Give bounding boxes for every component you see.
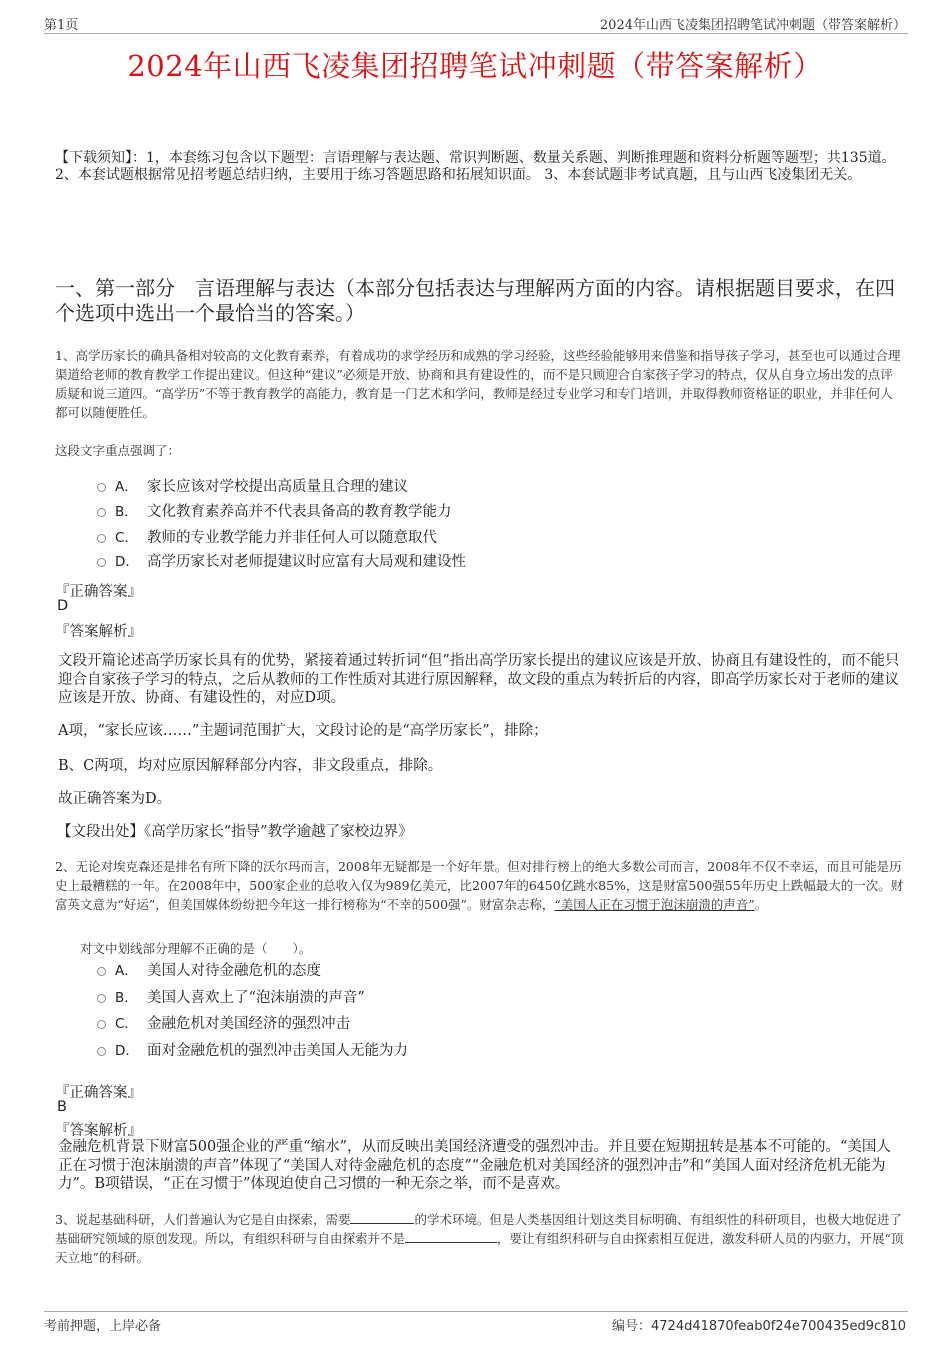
underlined-phrase: “美国人正在习惯于泡沫崩溃的声音” xyxy=(554,897,755,912)
q2-answer-label: 『正确答案』 xyxy=(55,1085,142,1101)
question-2-text: 2、无论对埃克森还是排名有所下降的沃尔玛而言，2008年无疑都是一个好年景。但对排行榜上的绝大多数公司而言，2008年不仅不幸运，而且可能是历史上最糟糕的一年。在2008年中，500家企业的总收入仅为989亿美元，比2007年的6450亿跳水85%，这是财富500强55年历史上跌幅最大的一次。财富英文意为“好运”，但美国媒体纷纷把今年这一排行榜称为“不幸的500强”。财富杂志称，“美国人正在习惯于泡沫崩溃的声音”。 xyxy=(55,859,904,912)
radio-button[interactable] xyxy=(97,558,106,567)
q1-answer: D xyxy=(57,598,69,614)
q2-answer: B xyxy=(57,1099,67,1115)
document-title: 2024年山西飞凌集团招聘笔试冲刺题（带答案解析） xyxy=(127,49,823,83)
radio-button[interactable] xyxy=(97,508,106,517)
question-1-prompt: 这段文字重点强调了： xyxy=(55,443,181,458)
q1-option-c[interactable]: C． 教师的专业教学能力并非任何人可以随意取代 xyxy=(97,525,437,547)
document-id: 编号：4724d41870feab0f24e700435ed9c810 xyxy=(612,1319,906,1334)
q1-source: 【文段出处】《高学历家长“指导”教学逾越了家校边界》 xyxy=(57,824,413,840)
q1-answer-label: 『正确答案』 xyxy=(55,584,142,600)
q1-analysis-bc: B、C两项，均对应原因解释部分内容，非文段重点，排除。 xyxy=(58,758,443,774)
q2-analysis: 金融危机背景下财富500强企业的严重“缩水”，从而反映出美国经济遭受的强烈冲击。并且要在短期扭转是基本不可能的。“美国人正在习惯于泡沫崩溃的声音”体现了“美国人对待金融危机的态度”“金融危机对美国经济的强烈冲击”和“美国人面对经济危机无能为力”。B项错误，“正在习惯于”体现迫使自己习惯的一种无奈之举，而不是喜欢。 xyxy=(58,1139,891,1192)
q2-analysis-label: 『答案解析』 xyxy=(55,1123,142,1139)
q1-option-d[interactable]: D． 高学历家长对老师提建议时应富有大局观和建设性 xyxy=(97,549,466,571)
question-2-prompt: 对文中划线部分理解不正确的是（ ）。 xyxy=(80,941,312,956)
radio-button[interactable] xyxy=(97,1047,106,1056)
q1-option-b[interactable]: B． 文化教育素养高并不代表具备高的教育教学能力 xyxy=(97,499,452,521)
q2-option-d[interactable]: D． 面对金融危机的强烈冲击美国人无能为力 xyxy=(97,1038,408,1060)
q1-analysis-a: A项，“家长应该……”主题词范围扩大，文段讨论的是“高学历家长”，排除； xyxy=(58,723,548,739)
radio-button[interactable] xyxy=(97,534,106,543)
footer-slogan: 考前押题，上岸必备 xyxy=(44,1319,162,1334)
radio-button[interactable] xyxy=(97,1020,106,1029)
footer-divider xyxy=(44,1311,908,1312)
page-number: 第1页 xyxy=(44,18,79,33)
radio-button[interactable] xyxy=(97,967,106,976)
q2-option-c[interactable]: C． 金融危机对美国经济的强烈冲击 xyxy=(97,1011,350,1033)
q1-analysis-main: 文段开篇论述高学历家长具有的优势，紧接着通过转折词“但”指出高学历家长提出的建议应该是开放、协商且有建设性的，而不能只迎合自家孩子学习的特点，之后从教师的工作性质对其进行原因解释，故文段的重点为转折后的内容，即高学历家长对于老师的建议应该是开放、协商、有建设性的，对应D项。 xyxy=(58,653,900,706)
q1-conclusion: 故正确答案为D。 xyxy=(58,791,172,807)
radio-button[interactable] xyxy=(97,994,106,1003)
radio-button[interactable] xyxy=(97,483,106,492)
download-notice: 【下载须知】：1，本套练习包含以下题型：言语理解与表达题、常识判断题、数量关系题、判断推理题和资料分析题等题型；共135道。 2、本套试题根据常见招考题总结归纳，主要用于练习答题思路和拓展知识面。 3、本套试题非考试真题，且与山西飞凌集团无关。 xyxy=(55,150,896,183)
q1-analysis-label: 『答案解析』 xyxy=(55,624,142,640)
header-divider xyxy=(44,33,908,34)
question-3-text: 3、说起基础科研，人们普遍认为它是自由探索，需要 的学术环境。但是人类基因组计划这类目标明确、有组织性的科研项目，也极大地促进了基础研究领域的原创发现。所以，有组织科研与自由探索并不是 ，要让有组织科研与自由探索相互促进，激发科研人员的内驱力，开展“顶天立地”的科研。 xyxy=(55,1212,904,1265)
answer-blank-2[interactable] xyxy=(405,1230,497,1243)
q1-option-a[interactable]: A． 家长应该对学校提出高质量且合理的建议 xyxy=(97,474,408,496)
running-title: 2024年山西飞凌集团招聘笔试冲刺题（带答案解析） xyxy=(599,18,906,33)
q2-option-b[interactable]: B． 美国人喜欢上了“泡沫崩溃的声音” xyxy=(97,985,365,1007)
question-1-text: 1、高学历家长的确具备相对较高的文化教育素养，有着成功的求学经历和成熟的学习经验，这些经验能够用来借鉴和指导孩子学习，甚至也可以通过合理渠道给老师的教育教学工作提出建议。但这种“建议”必须是开放、协商和具有建设性的，而不是只顾迎合自家孩子学习的特点，仅从自身立场出发的点评质疑和说三道四。“高学历”不等于教育教学的高能力，教育是一门艺术和学问，教师是经过专业学习和专门培训，并取得教师资格证的职业，并非任何人都可以随便胜任。 xyxy=(55,348,901,420)
section-title: 一、第一部分 言语理解与表达（本部分包括表达与理解两方面的内容。请根据题目要求，在四个选项中选出一个最恰当的答案。） xyxy=(55,276,895,325)
q2-option-a[interactable]: A． 美国人对待金融危机的态度 xyxy=(97,958,321,980)
answer-blank-1[interactable] xyxy=(350,1211,414,1224)
